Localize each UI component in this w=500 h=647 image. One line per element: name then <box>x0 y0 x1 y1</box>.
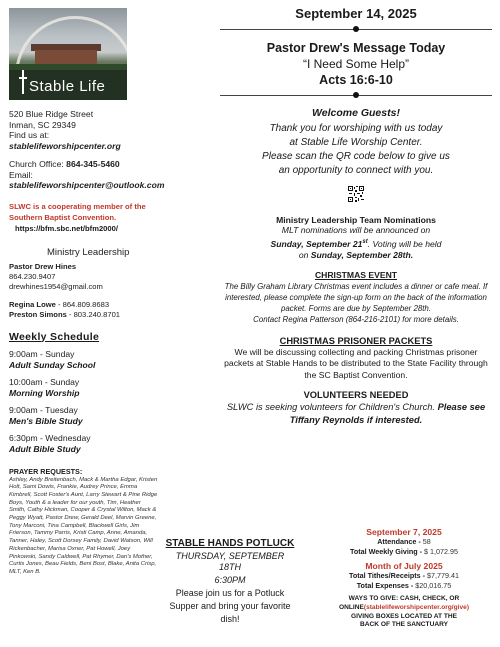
pastor-email[interactable]: drewhines1954@gmail.com <box>9 281 103 291</box>
expenses-line <box>312 581 496 591</box>
qr-code-icon[interactable] <box>348 186 364 202</box>
week-heading: September 7, 2025 <box>366 527 442 537</box>
website-link[interactable]: stablelifeworshipcenter.org <box>9 140 121 151</box>
weekly-giving-label: Total Weekly Giving - <box>349 547 423 556</box>
pastor-phone: 864.230.9407 <box>9 271 56 281</box>
welcome-line: at Stable Life Worship Center. <box>289 137 423 148</box>
schedule-time: 9:00am - Sunday <box>9 348 75 359</box>
scripture-reference: Acts 16:6-10 <box>319 73 393 87</box>
attendance-label: Attendance - <box>377 537 421 546</box>
ways-line <box>312 604 496 613</box>
prayer-requests-title: PRAYER REQUESTS: <box>9 466 83 476</box>
schedule-item <box>9 405 169 427</box>
office-phone: 864-345-5460 <box>66 159 120 169</box>
expenses-value: $20,016.75 <box>415 581 452 590</box>
tithes-label: Total Tithes/Receipts - <box>349 571 426 580</box>
giving-summary <box>312 527 496 630</box>
expenses-label: Total Expenses - <box>356 581 414 590</box>
divider <box>220 91 492 101</box>
welcome-title: Welcome Guests! <box>312 107 400 119</box>
nominations-line: MLT nominations will be announced on <box>281 225 431 235</box>
schedule-item <box>9 433 169 455</box>
christmas-event-body: The Billy Graham Library Christmas event includes a dinner or cafe meal. If interested, please complete the sign-up form on the back of the information packet. Forms are due by September 28th. <box>224 282 488 313</box>
potluck-body: Please join us for a Potluck Supper and bring your favorite dish! <box>169 588 291 624</box>
cross-icon <box>19 70 27 94</box>
potluck-title: STABLE HANDS POTLUCK <box>165 538 295 549</box>
schedule-name: Adult Bible Study <box>9 443 81 454</box>
message-title: Pastor Drew's Message Today <box>266 41 446 55</box>
ways-line: BACK OF THE SANCTUARY <box>359 621 449 629</box>
attendance-line <box>312 537 496 547</box>
leader-2: Preston Simons - 803.240.8701 <box>9 309 121 319</box>
right-column <box>220 6 492 427</box>
message-subtitle: “I Need Some Help” <box>302 57 410 71</box>
email-label: Email: <box>9 169 33 180</box>
ways-to-give <box>312 595 496 630</box>
leader-2-name: Preston Simons <box>9 309 67 319</box>
find-us-label: Find us at: <box>9 130 50 140</box>
schedule-item <box>9 377 169 399</box>
volunteers-text: SLWC is seeking volunteers for Children's Church. <box>226 401 435 412</box>
welcome-line: Thank you for worshiping with us today <box>269 123 443 134</box>
nominations-date-1-suffix: st <box>362 238 368 245</box>
schedule-name: Men's Bible Study <box>9 415 83 426</box>
schedule-item <box>9 349 169 371</box>
address-line-2: Inman, SC 29349 <box>9 119 76 130</box>
nominations-on: on <box>298 249 311 260</box>
cooperating-member-text: SLWC is a cooperating member of the Southern Baptist Convention. <box>9 201 146 222</box>
give-link[interactable]: (stablelifeworshipcenter.org/give) <box>363 603 470 611</box>
nominations-voting-text: . Voting will be held <box>367 238 442 249</box>
address-line-1: 520 Blue Ridge Street <box>9 109 94 119</box>
welcome-text <box>220 122 492 178</box>
potluck-time: 6:30PM <box>214 575 246 585</box>
welcome-line: Please scan the QR code below to give us <box>262 151 450 162</box>
prisoner-packets-body: We will be discussing collecting and packing Christmas prisoner packets at Stable Hands to be distributed to the State Facility through the SC Baptist Convention. <box>224 346 488 381</box>
schedule-name: Morning Worship <box>9 387 80 398</box>
bulletin-date: September 14, 2025 <box>295 6 417 21</box>
christmas-event-contact: Contact Regina Patterson (864-216-2101) for more details. <box>253 314 459 324</box>
pastor-name: Pastor Drew Hines <box>9 261 77 271</box>
divider-dot-icon <box>353 92 359 98</box>
weekly-giving-value: $ 1,072.95 <box>424 547 458 556</box>
ministry-leadership-title: Ministry Leadership <box>47 246 130 258</box>
prisoner-packets-title: CHRISTMAS PRISONER PACKETS <box>279 335 433 346</box>
left-column <box>9 8 169 577</box>
volunteers-body <box>220 401 492 427</box>
volunteers-contact: Please see Tiffany Reynolds if interested. <box>289 401 486 425</box>
ways-line: GIVING BOXES LOCATED AT THE <box>350 612 458 620</box>
schedule-name: Adult Sunday School <box>9 359 96 370</box>
divider <box>220 25 492 35</box>
potluck-date: THURSDAY, SEPTEMBER 18TH <box>175 551 285 572</box>
church-building <box>35 50 97 64</box>
nominations-text <box>220 225 492 261</box>
church-logo <box>9 8 127 100</box>
ways-online: ONLINE <box>338 603 364 611</box>
sbc-link[interactable]: https://bfm.sbc.net/bfm2000/ <box>15 223 118 233</box>
schedule-time: 9:00am - Tuesday <box>9 404 78 415</box>
ministry-leadership-list <box>9 262 169 320</box>
tithes-value: $7,779.41 <box>427 571 459 580</box>
schedule-time: 10:00am - Sunday <box>9 376 80 387</box>
tithes-line <box>312 571 496 581</box>
nominations-line <box>220 237 492 250</box>
attendance-value: 58 <box>422 537 431 546</box>
potluck-announcement <box>165 538 295 626</box>
weekly-schedule-title: Weekly Schedule <box>9 330 100 343</box>
nominations-title: Ministry Leadership Team Nominations <box>276 215 436 225</box>
leader-2-phone: 803.240.8701 <box>73 309 121 319</box>
nominations-date-2: Sunday, September 28th. <box>310 249 414 260</box>
office-label: Church Office: <box>9 159 64 169</box>
volunteers-title: VOLUNTEERS NEEDED <box>303 389 409 400</box>
email-link[interactable]: stablelifeworshipcenter@outlook.com <box>9 180 165 190</box>
nominations-line <box>220 250 492 262</box>
nominations-date-1: Sunday, September 21 <box>270 238 363 249</box>
church-contact <box>9 109 169 191</box>
leader-1-phone: 864.809.8683 <box>62 299 110 309</box>
welcome-line: an opportunity to connect with you. <box>278 165 434 176</box>
office-phone-line <box>9 159 169 170</box>
logo-text: Stable Life <box>29 78 106 95</box>
christmas-event-title: CHRISTMAS EVENT <box>314 270 398 281</box>
schedule-time: 6:30pm - Wednesday <box>9 432 91 443</box>
ways-line: WAYS TO GIVE: CASH, CHECK, OR <box>348 595 460 602</box>
leader-1: Regina Lowe - 864.809.8683 <box>9 299 110 309</box>
leader-1-name: Regina Lowe <box>9 299 56 309</box>
month-heading: Month of July 2025 <box>365 561 443 571</box>
weekly-giving-line <box>312 547 496 557</box>
divider-dot-icon <box>353 26 359 32</box>
prayer-requests-list: Ashley, Andy Breitenbach, Mack & Martha Edgar, Kristen Holt, Sami Dowis, Frankie, Audrey Prince, Emma Kimbrell, Scott Foster's Aunt, Larry Stewart & Pine Ridge Boys, Youth & a leader for our youth, Tim, Heather Smith, Cathy Hickman, Cooper & Crystal Wilton, Mack & Peggy Wyatt, Pastor Drew, Gerald Deel, Marvin Greene, Tony Marconi, Tina Campbell, Blackwell Girls, Jim Frierson, Tammy Parris, Kristi Camp, Anne, Amanda, Tanner, Haley, Scott Dorsey Family, David Watson, Will Rickenbacher, Marisa Oxner, Pat Howell, Joey Pinkowski, Sandy Caldwell, Pat Rhymer, Dan's Mother, Curtis Jones, Beau Fields, Beni Bost, Blake, Anita Crisp, MLT, Ken B. <box>9 476 158 575</box>
